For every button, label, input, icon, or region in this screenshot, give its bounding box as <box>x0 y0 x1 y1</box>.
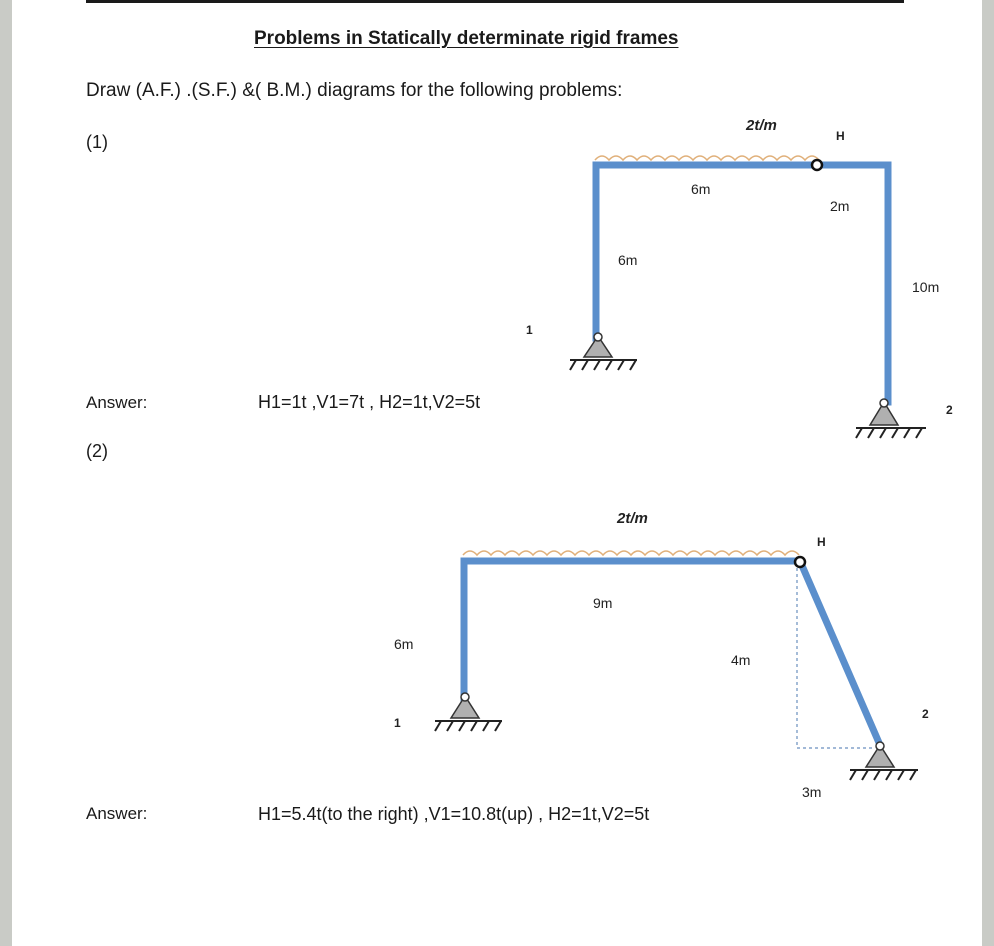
problem-1-diagram <box>526 117 953 438</box>
problem-2-answer-label: Answer: <box>86 804 148 823</box>
problem-1-answer-text: H1=1t ,V1=7t , H2=1t,V2=5t <box>258 392 481 412</box>
problem-1-support-right-label: 2 <box>946 403 953 417</box>
problem-1-distributed-load <box>595 156 819 160</box>
problem-2-hinge-label: H <box>817 535 826 549</box>
problem-2-beam-length: 9m <box>593 595 613 611</box>
problem-1-hinge-label: H <box>836 129 845 143</box>
problem-2-left-column-height: 6m <box>394 636 414 652</box>
problem-2-frame-members <box>464 561 880 745</box>
problem-1-hinge <box>812 160 822 170</box>
problem-1-load-label: 2t/m <box>746 117 777 134</box>
problem-2-dashed-projection <box>797 568 875 748</box>
problem-2-load-label: 2t/m <box>617 510 648 527</box>
problem-1-answer-label: Answer: <box>86 393 148 412</box>
problem-2-diagram <box>394 510 929 800</box>
instruction-text: Draw (A.F.) .(S.F.) &( B.M.) diagrams for the following problems: <box>86 80 623 101</box>
problem-2-answer-text: H1=5.4t(to the right) ,V1=10.8t(up) , H2=1t,V2=5t <box>258 804 650 824</box>
problem-1-support-left <box>570 333 637 370</box>
problem-1-beam-right-length: 2m <box>830 198 850 214</box>
problem-2-support-right <box>850 742 918 780</box>
problem-2-number: (2) <box>86 441 108 461</box>
problem-2-distributed-load <box>463 551 799 555</box>
problem-2-support-right-label: 2 <box>922 707 929 721</box>
problem-2-support-left-label: 1 <box>394 716 401 730</box>
problem-1-right-column-height: 10m <box>912 279 940 295</box>
problem-2-inclined-vertical: 4m <box>731 652 751 668</box>
problem-2-support-left <box>435 693 502 731</box>
problem-2-inclined-horizontal: 3m <box>802 784 822 800</box>
problem-1-support-left-label: 1 <box>526 323 533 337</box>
problem-1-beam-left-length: 6m <box>691 181 711 197</box>
problem-1-left-column-height: 6m <box>618 252 638 268</box>
problem-2-hinge <box>795 557 805 567</box>
page-title: Problems in Statically determinate rigid frames <box>254 28 679 49</box>
problem-1-number: (1) <box>86 132 108 152</box>
